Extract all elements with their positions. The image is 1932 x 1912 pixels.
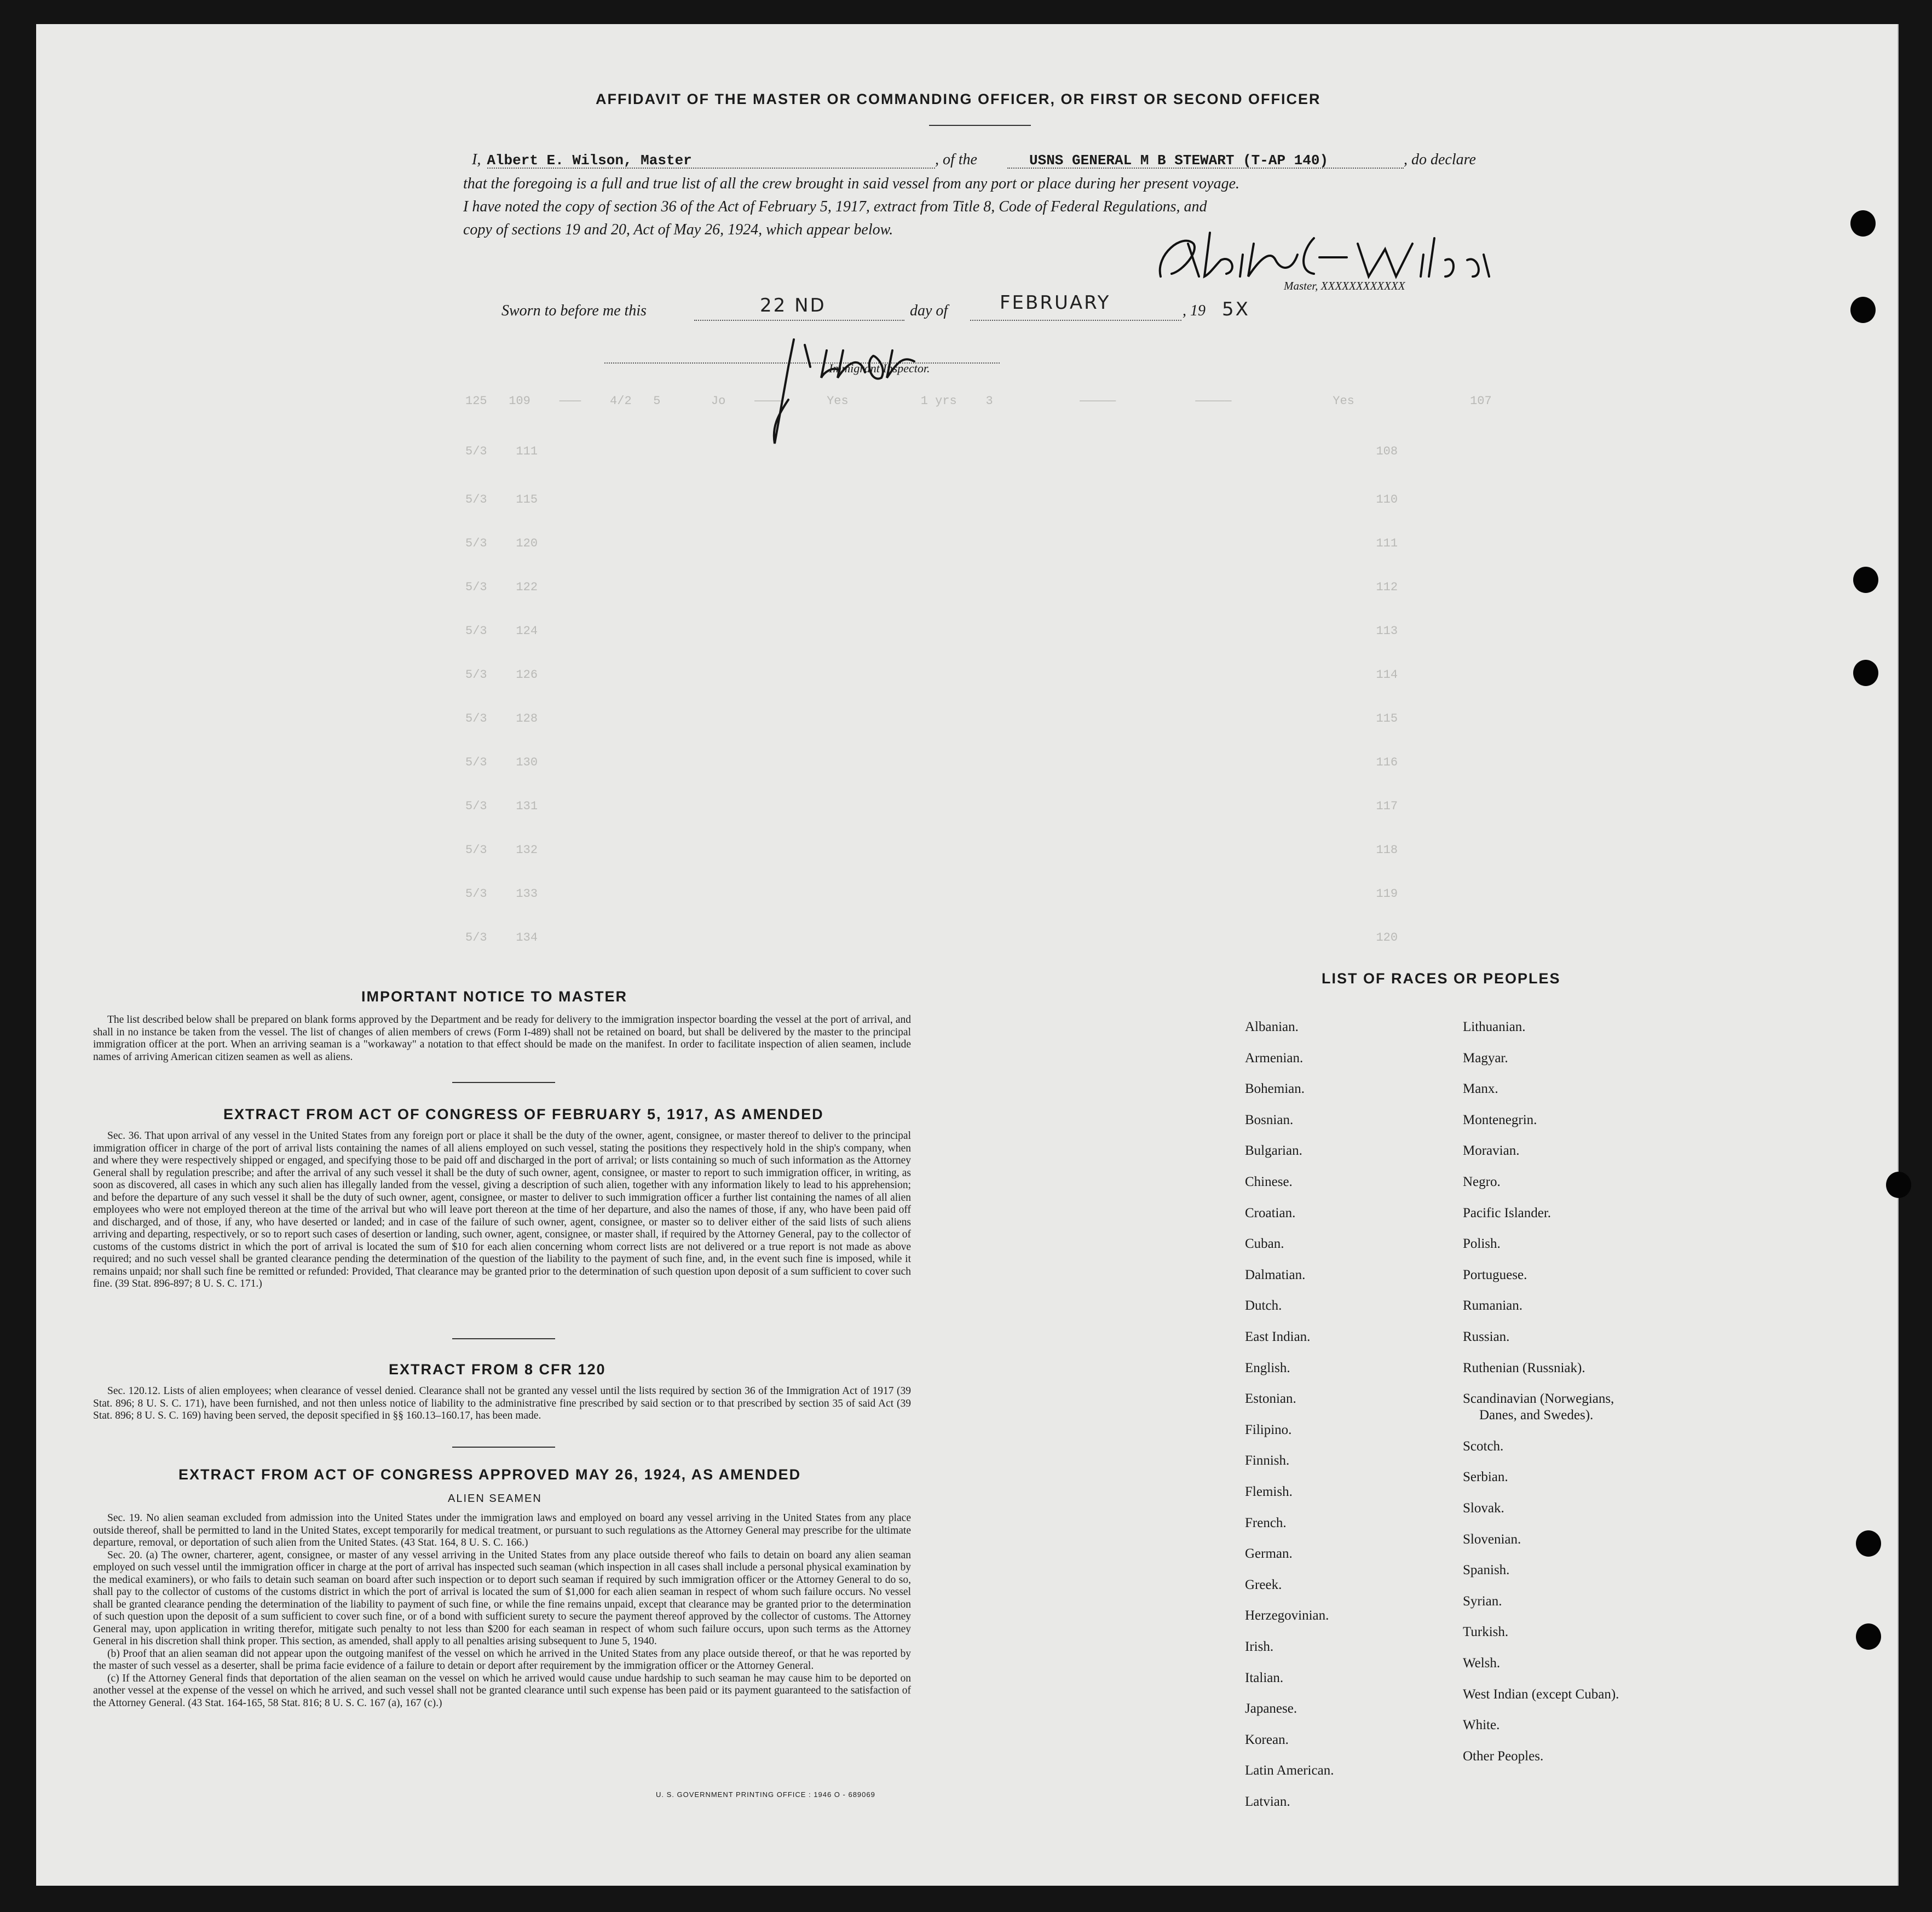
race-item: Latin American. <box>1245 1763 1334 1778</box>
notice-rule <box>452 1082 555 1083</box>
race-item: Danes, and Swedes). <box>1479 1408 1594 1423</box>
race-item: Latvian. <box>1245 1794 1290 1809</box>
race-item: Bulgarian. <box>1245 1143 1302 1158</box>
year-prefix: , 19 <box>1183 302 1206 319</box>
race-item: Italian. <box>1245 1671 1284 1685</box>
race-item: Syrian. <box>1463 1594 1502 1609</box>
sec20a-text: Sec. 20. (a) The owner, charterer, agent, consignee, or master of any vessel arriving in the United States from any place outside thereof who fails to detain on board any alien seaman employed on such vessel until the immigration officer in charge at the port of arrival has inspected such seaman (which inspection in all cases shall include a personal physical examination by the medical examiners), or who fails to detain such seaman on board after such inspection or to deport such seaman if required by such immigration officer or the Attorney General to do so, shall pay to the collector of customs of the customs district in which the port of arrival is located the sum of $1,000 for each alien seaman in respect of whom such failure occurs. No vessel shall be granted clearance pending the determination of the liability to payment of such fine, or while the fine remains unpaid, except that clearance may be granted prior to the determination of such question upon the deposit of a sum sufficient to cover such fine, or of a bond with sufficient surety to secure the payment thereof approved by the collector of customs. The Attorney General may, upon application in writing therefor, mitigate such penalty to not less than $200 for each seaman in respect of whom such failure occurs, upon such terms as the Attorney General in his discretion shall think proper. This section, as amended, shall apply to all penalties arising subsequent to June 5, 1940. <box>93 1549 911 1647</box>
extract-1924-text <box>93 1512 911 1709</box>
race-item: Korean. <box>1245 1732 1289 1747</box>
race-item: Slovak. <box>1463 1501 1504 1516</box>
punch-hole <box>1853 660 1878 686</box>
inspector-caption: Immigrant Inspector. <box>829 361 930 375</box>
race-item: Finnish. <box>1245 1453 1290 1468</box>
punch-hole <box>1886 1172 1911 1198</box>
declaration-line-2: that the foregoing is a full and true list of all the crew brought in said vessel from any port or place during her present voyage. <box>463 175 1240 192</box>
punch-hole <box>1856 1530 1881 1557</box>
race-item: English. <box>1245 1361 1290 1375</box>
race-item: German. <box>1245 1546 1293 1561</box>
vessel-name-field: USNS GENERAL M B STEWART (T-AP 140) <box>1029 152 1329 169</box>
race-item: Armenian. <box>1245 1051 1304 1066</box>
punch-hole <box>1850 210 1876 237</box>
day-of-label: day of <box>910 302 948 319</box>
declaration-line-3: I have noted the copy of section 36 of the Act of February 5, 1917, extract from Title 8, Code of Federal Regulations, and <box>463 198 1207 215</box>
race-item: Russian. <box>1463 1329 1510 1344</box>
punch-hole <box>1853 567 1878 593</box>
race-item: Moravian. <box>1463 1143 1520 1158</box>
master-name-field: Albert E. Wilson, Master <box>487 152 692 169</box>
race-item: Negro. <box>1463 1174 1501 1189</box>
extract-1917-rule <box>452 1338 555 1339</box>
extract-cfr-rule <box>452 1447 555 1448</box>
affidavit-title: AFFIDAVIT OF THE MASTER OR COMMANDING OFFICER, OR FIRST OR SECOND OFFICER <box>596 91 1321 107</box>
sec20b-text: (b) Proof that an alien seaman did not appear upon the outgoing manifest of the vessel on which he arrived in the United States from any place outside thereof, or that he was reported by the master of such vessel as a deserter, shall be prima facie evidence of a failure to detain or deport after requirement by the immigration officer or the Attorney General. <box>93 1648 911 1672</box>
master-caption: Master, XXXXXXXXXXXX <box>1284 279 1405 292</box>
of-the-label: , of the <box>935 151 977 168</box>
extract-cfr-title: EXTRACT FROM 8 CFR 120 <box>389 1361 606 1378</box>
race-item: Serbian. <box>1463 1470 1508 1484</box>
notice-title: IMPORTANT NOTICE TO MASTER <box>361 988 627 1005</box>
race-item: Estonian. <box>1245 1391 1296 1406</box>
race-item: Ruthenian (Russniak). <box>1463 1361 1585 1375</box>
master-signature <box>1150 222 1500 287</box>
races-title: LIST OF RACES OR PEOPLES <box>1322 970 1561 987</box>
sworn-day-field: 22 ND <box>760 295 826 316</box>
extract-1917-text: Sec. 36. That upon arrival of any vessel in the United States from any foreign port or place it shall be the duty of the owner, agent, consignee, or master thereof to deliver to the principal immigration officer in charge of the port of arrival lists containing the names of all aliens employed on such vessel, stating the positions they respectively hold in the ship's company, when and where they were respectively shipped or engaged, and specifying those to be paid off and discharged in the port of arrival; or lists containing so much of such information as the Attorney General shall by regulation prescribe; and after the arrival of any such vessel it shall be the duty of such owner, agent, consignee, or master to report to such immigration officer, in writing, as soon as discovered, all cases in which any such alien has illegally landed from the vessel, giving a description of such alien, together with any information likely to lead to his apprehension; and before the departure of any such vessel it shall be the duty of such owner, agent, consignee, or master to deliver to such immigration officer a further list containing the names of all alien employees who were not employed thereon at the time of the arrival but who will leave port thereon at the time of her departure, and also the names of those, if any, who have been paid off and discharged, and of those, if any, who have deserted or landed; and in case of the failure of such owner, agent, consignee, or master so to deliver either of the said lists of such aliens arriving and departing, respectively, or so to report such cases of desertion or landing, such owner, agent, consignee, or master shall, if required by the Attorney General, pay to the collector of customs of the customs district in which the port of arrival is located the sum of $10 for each alien concerning whom correct lists are not delivered or a true report is not made as above required; and no such vessel shall be granted clearance pending the determination of the question of the liability to the payment of such fine, and, in the event such fine is imposed, while it remains unpaid; nor shall such fine be remitted or refunded: Provided, That clearance may be granted prior to the determination of such question upon deposit of a sum sufficient to cover such fine. (39 Stat. 896-897; 8 U. S. C. 171.) <box>93 1130 911 1289</box>
race-item: Dalmatian. <box>1245 1268 1306 1282</box>
vessel-field-wrap <box>1029 151 1328 169</box>
sec19-text: Sec. 19. No alien seaman excluded from admission into the United States under the immigration laws and employed on board any vessel arriving in the United States from any place outside thereof, shall be permitted to land in the United States, except temporarily for medical treatment, or pursuant to such regulations as the Attorney General may prescribe for the ultimate departure, removal, or deportation of such alien from the United States. (43 Stat. 164, 8 U. S. C. 166.) <box>93 1512 911 1548</box>
race-item: Other Peoples. <box>1463 1749 1544 1764</box>
race-item: Welsh. <box>1463 1656 1501 1671</box>
race-item: Dutch. <box>1245 1298 1282 1313</box>
race-item: Filipino. <box>1245 1423 1292 1437</box>
sworn-year-field: 5X <box>1222 298 1250 320</box>
punch-hole <box>1850 297 1876 323</box>
race-item: Scotch. <box>1463 1439 1504 1454</box>
sworn-month-line <box>970 320 1181 321</box>
extract-1924-subtitle: ALIEN SEAMEN <box>448 1493 542 1505</box>
race-item: West Indian (except Cuban). <box>1463 1687 1619 1702</box>
declaration-line-4: copy of sections 19 and 20, Act of May 26, 1924, which appear below. <box>463 221 893 238</box>
declaration-line-1: I, Albert E. Wilson, Master <box>472 151 692 169</box>
race-item: Scandinavian (Norwegians, <box>1463 1391 1614 1406</box>
race-item: Magyar. <box>1463 1051 1508 1066</box>
sworn-label: Sworn to before me this <box>501 302 647 319</box>
race-item: Greek. <box>1245 1577 1282 1592</box>
race-item: Cuban. <box>1245 1236 1284 1251</box>
race-item: Irish. <box>1245 1639 1274 1654</box>
race-item: Herzegovinian. <box>1245 1608 1329 1623</box>
extract-1917-title: EXTRACT FROM ACT OF CONGRESS OF FEBRUARY 5, 1917, AS AMENDED <box>223 1106 824 1122</box>
race-item: Polish. <box>1463 1236 1501 1251</box>
printer-line: U. S. GOVERNMENT PRINTING OFFICE : 1946 O - 689069 <box>656 1790 875 1799</box>
race-item: Pacific Islander. <box>1463 1206 1552 1220</box>
title-rule <box>929 125 1031 126</box>
sec20c-text: (c) If the Attorney General finds that deportation of the alien seaman on the vessel on which he arrived would cause undue hardship to such seaman he may cause him to be deported on another vessel at the expense of the vessel on which he arrived, and such vessel shall not be granted clearance until such expense has been paid or its payment guaranteed to the satisfaction of the Attorney General. (43 Stat. 164-165, 58 Stat. 816; 8 U. S. C. 167 (a), 167 (c).) <box>93 1672 911 1709</box>
extract-cfr-text: Sec. 120.12. Lists of alien employees; when clearance of vessel denied. Clearance shall not be granted any vessel until the lists required by section 36 of the Immigration Act of 1917 (39 Stat. 896; 8 U. S. C. 171), have been furnished, and not then unless notice of liability to the administrative fine prescribed by said section or to that prescribed by section 35 of said Act (39 Stat. 896; 8 U. S. C. 169) having been served, the deposit specified in §§ 160.13–160.17, has been made. <box>93 1385 911 1421</box>
race-item: Rumanian. <box>1463 1298 1523 1313</box>
race-item: Bosnian. <box>1245 1113 1294 1127</box>
sworn-month-field: FEBRUARY <box>1000 292 1111 314</box>
race-item: Slovenian. <box>1463 1532 1521 1547</box>
race-item: East Indian. <box>1245 1329 1311 1344</box>
race-item: Croatian. <box>1245 1206 1296 1220</box>
punch-hole <box>1856 1623 1881 1650</box>
race-item: Bohemian. <box>1245 1081 1305 1096</box>
inspector-signature <box>756 318 942 449</box>
extract-1924-title: EXTRACT FROM ACT OF CONGRESS APPROVED MAY 26, 1924, AS AMENDED <box>178 1466 801 1483</box>
race-item: Flemish. <box>1245 1484 1293 1499</box>
race-item: Japanese. <box>1245 1701 1297 1716</box>
race-item: Montenegrin. <box>1463 1113 1537 1127</box>
race-item: Lithuanian. <box>1463 1020 1526 1034</box>
race-item: Albanian. <box>1245 1020 1299 1034</box>
race-item: Chinese. <box>1245 1174 1293 1189</box>
race-item: Portuguese. <box>1463 1268 1527 1282</box>
race-item: White. <box>1463 1718 1500 1732</box>
master-name-line <box>487 168 935 169</box>
do-declare-label: , do declare <box>1404 151 1476 168</box>
race-item: Manx. <box>1463 1081 1498 1096</box>
vessel-name-line <box>1007 168 1404 169</box>
race-item: Spanish. <box>1463 1563 1510 1577</box>
notice-text: The list described below shall be prepared on blank forms approved by the Department and be ready for delivery to the immigration inspector boarding the vessel at the port of arrival, and shall in no instance be taken from the vessel. The list of changes of alien members of crews (Form I-489) shall not be retained on board, but shall be delivered by the master to the principal immigration officer at the port. When an arriving seaman is a "workaway" a notation to that effect should be made on the manifest. In order to facilitate inspection of alien seamen, include names of arriving American citizen seamen as well as aliens. <box>93 1014 911 1063</box>
race-item: French. <box>1245 1516 1287 1530</box>
race-item: Turkish. <box>1463 1625 1509 1639</box>
